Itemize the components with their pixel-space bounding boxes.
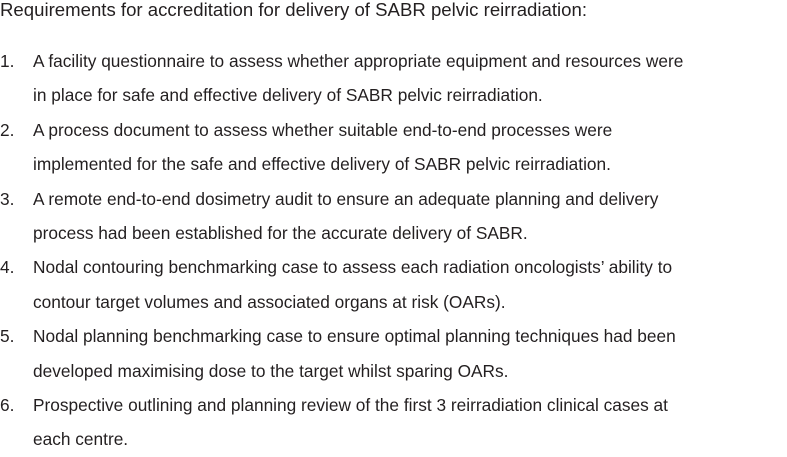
item-text-line: A process document to assess whether suitable end-to-end processes were xyxy=(33,119,613,140)
item-text-line: in place for safe and effective delivery of SABR pelvic reirradiation. xyxy=(33,85,543,106)
item-text-line: developed maximising dose to the target whilst sparing OARs. xyxy=(33,360,509,381)
item-text xyxy=(33,250,787,319)
item-number: 2. xyxy=(0,119,15,140)
item-number: 3. xyxy=(0,188,15,209)
item-number: 5. xyxy=(0,326,15,347)
item-text-line: Prospective outlining and planning review of the first 3 reirradiation clinical cases at xyxy=(33,394,668,415)
list-item xyxy=(0,250,787,319)
item-text-line: A remote end-to-end dosimetry audit to ensure an adequate planning and delivery xyxy=(33,188,659,209)
list-item xyxy=(0,44,787,113)
item-text-line: Nodal planning benchmarking case to ensure optimal planning techniques had been xyxy=(33,326,676,347)
requirements-list xyxy=(0,44,787,457)
item-text xyxy=(33,319,787,388)
item-text-line: implemented for the safe and effective delivery of SABR pelvic reirradiation. xyxy=(33,154,611,175)
document-title: Requirements for accreditation for delivery of SABR pelvic reirradiation: xyxy=(0,0,587,20)
item-text xyxy=(33,44,787,113)
list-item xyxy=(0,388,787,457)
list-item xyxy=(0,182,787,251)
list-item xyxy=(0,113,787,182)
item-text-line: each centre. xyxy=(33,429,129,450)
item-text-line: process had been established for the accurate delivery of SABR. xyxy=(33,223,528,243)
item-text-line: Nodal contouring benchmarking case to assess each radiation oncologists’ ability to xyxy=(33,257,673,278)
item-text-line: A facility questionnaire to assess whether appropriate equipment and resources were xyxy=(33,51,684,71)
item-number: 4. xyxy=(0,257,15,278)
item-number: 6. xyxy=(0,394,15,415)
item-text xyxy=(33,113,787,182)
item-text xyxy=(33,182,787,251)
item-text xyxy=(33,388,787,457)
item-text-line: contour target volumes and associated organs at risk (OARs). xyxy=(33,291,506,312)
list-item xyxy=(0,319,787,388)
item-number: 1. xyxy=(0,51,15,71)
